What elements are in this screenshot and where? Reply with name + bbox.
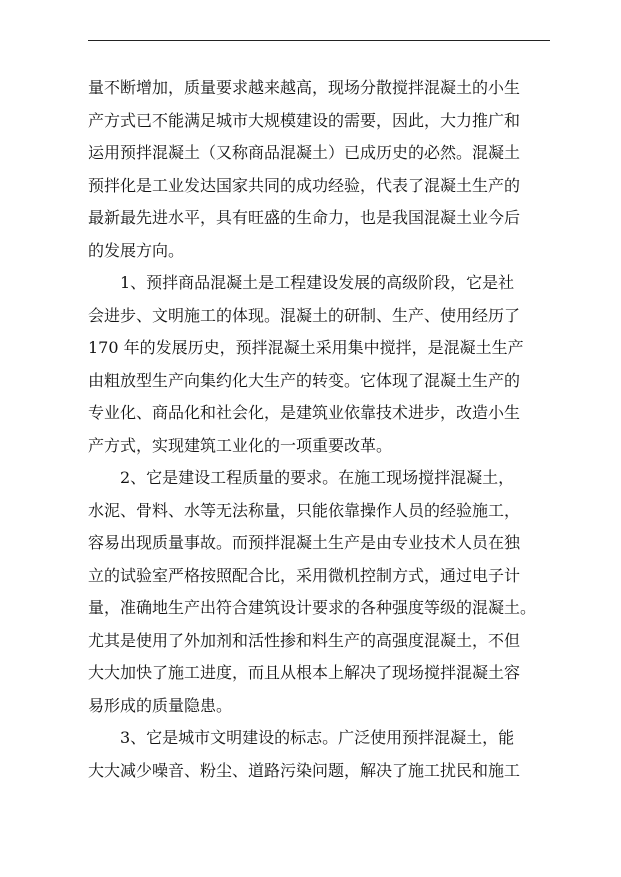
- text-line: 由粗放型生产向集约化大生产的转变。它体现了混凝土生产的: [88, 370, 521, 390]
- text-line: 的发展方向。: [88, 240, 185, 260]
- text-line: 尤其是使用了外加剂和活性掺和料生产的高强度混凝土，不但: [88, 630, 521, 650]
- text-line: 会进步、文明施工的体现。混凝土的研制、生产、使用经历了: [88, 305, 521, 325]
- text-line: 产方式，实现建筑工业化的一项重要改革。: [88, 435, 393, 455]
- text-line: 大大减少噪音、粉尘、道路污染问题，解决了施工扰民和施工: [88, 760, 521, 780]
- text-line: 1、预拌商品混凝土是工程建设发展的高级阶段，它是社: [120, 273, 515, 292]
- text-line: 3、它是城市文明建设的标志。广泛使用预拌混凝土，能: [120, 728, 515, 747]
- text-line: 运用预拌混凝土（又称商品混凝土）已成历史的必然。混凝土: [88, 143, 521, 162]
- text-line: 量不断增加，质量要求越来越高，现场分散搅拌混凝土的小生: [88, 78, 521, 97]
- text-line: 易形成的质量隐患。: [88, 695, 233, 715]
- text-line: 产方式已不能满足城市大规模建设的需要，因此，大力推广和: [88, 110, 521, 130]
- text-line: 量，准确地生产出符合建筑设计要求的各种强度等级的混凝土。: [88, 598, 537, 617]
- header-rule: [88, 40, 550, 41]
- text-line: 容易出现质量事故。而预拌混凝土生产是由专业技术人员在独: [88, 533, 521, 552]
- text-line: 立的试验室严格按照配合比，采用微机控制方式，通过电子计: [88, 565, 521, 585]
- text-line: 最新最先进水平，具有旺盛的生命力，也是我国混凝土业今后: [88, 208, 521, 227]
- text-line: 大大加快了施工进度，而且从根本上解决了现场搅拌混凝土容: [88, 663, 521, 682]
- text-line: 预拌化是工业发达国家共同的成功经验，代表了混凝土生产的: [88, 175, 521, 195]
- text-line: 水泥、骨料、水等无法称量，只能依靠操作人员的经验施工，: [88, 500, 521, 520]
- text-line: 2、它是建设工程质量的要求。在施工现场搅拌混凝土，: [120, 468, 515, 487]
- text-line: 专业化、商品化和社会化，是建筑业依靠技术进步，改造小生: [88, 403, 521, 422]
- text-line: 170 年的发展历史，预拌混凝土采用集中搅拌，是混凝土生产: [88, 338, 524, 357]
- body-text: [88, 72, 550, 787]
